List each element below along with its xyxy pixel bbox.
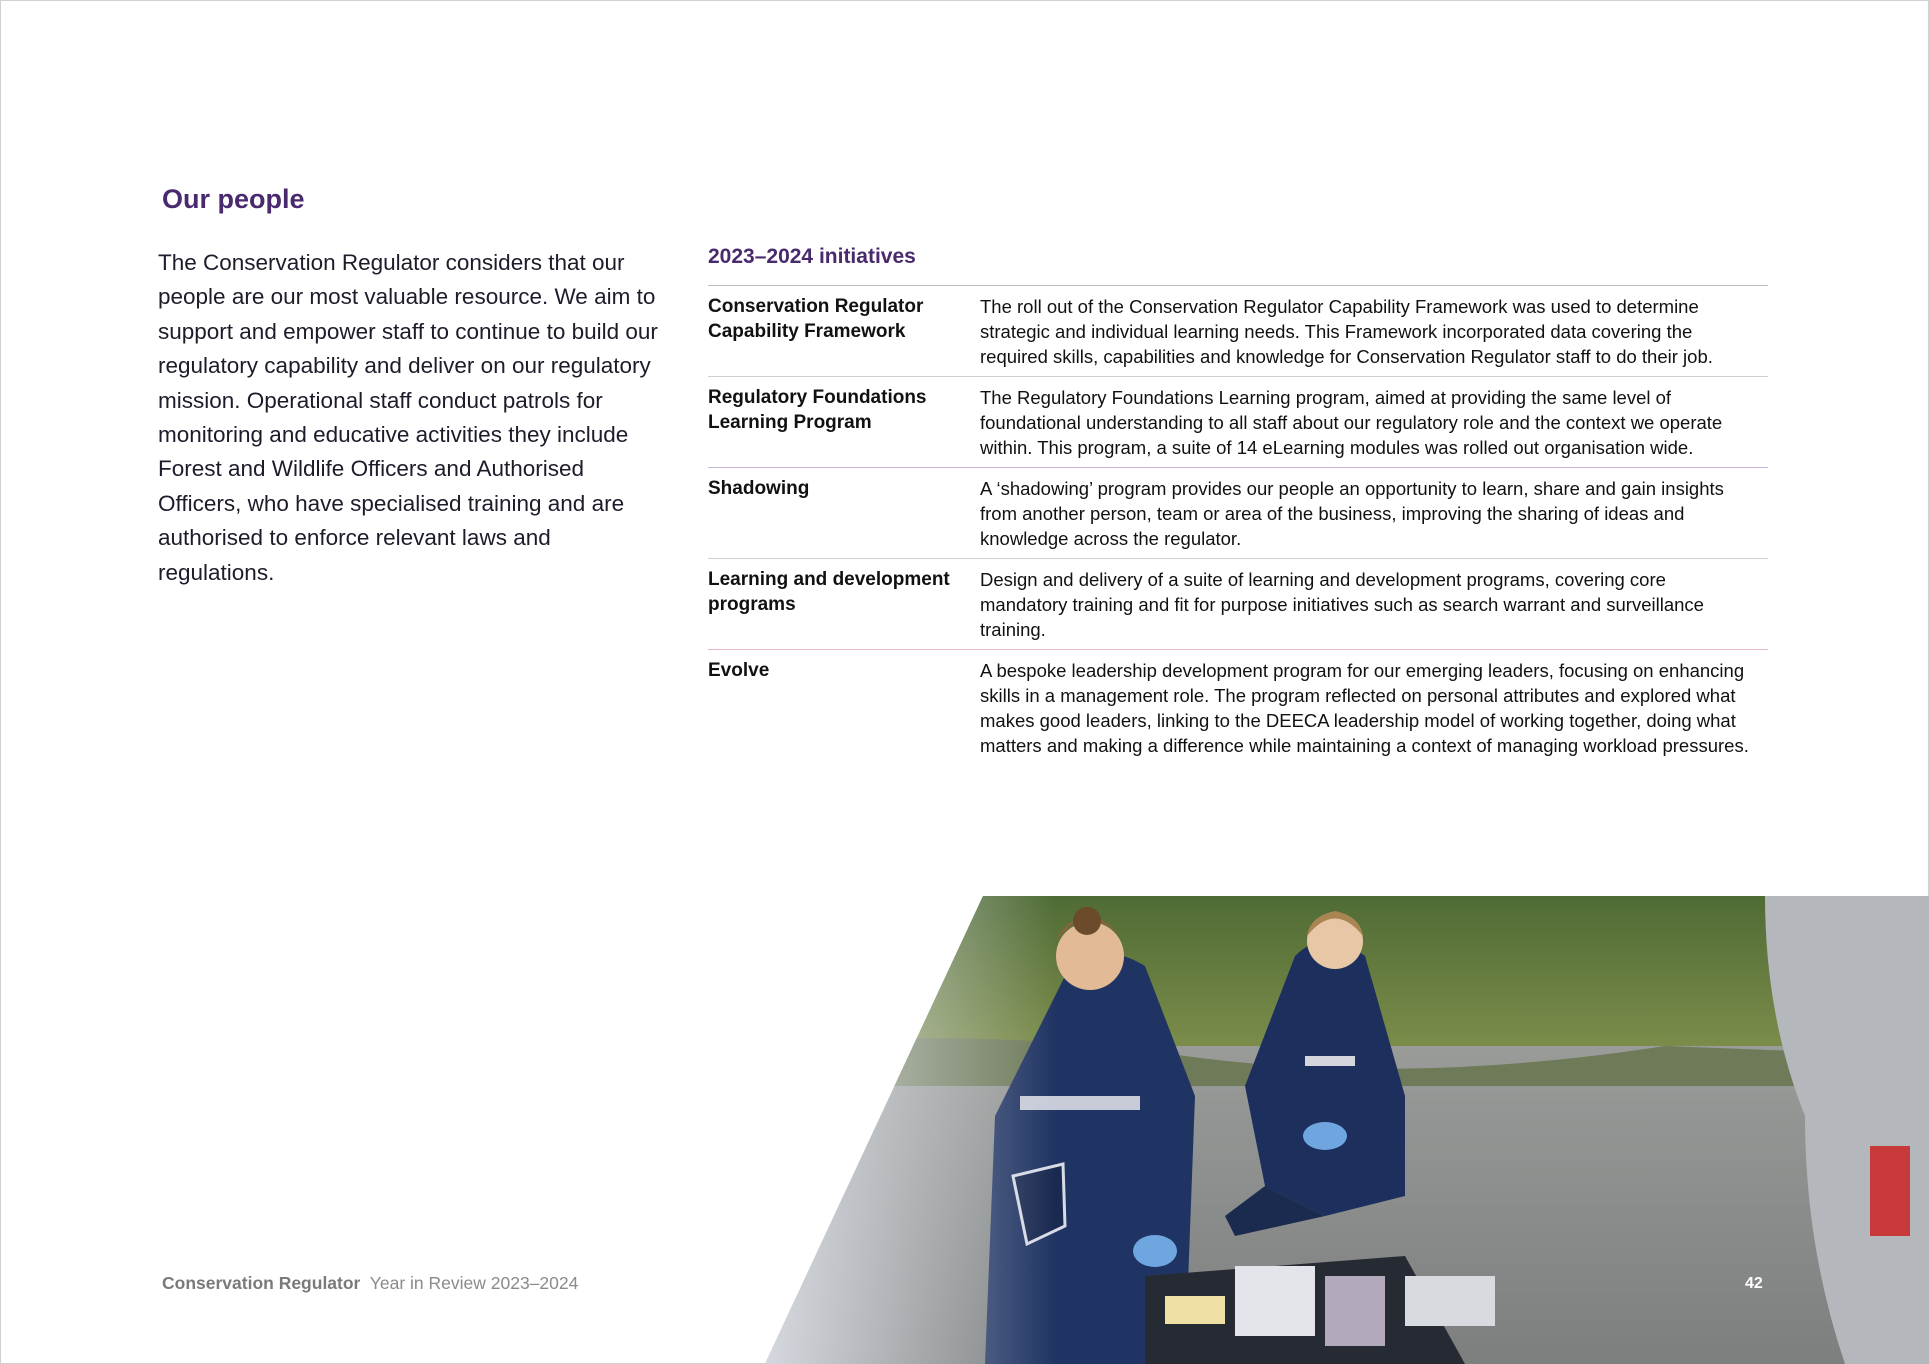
footer-publication: Year in Review 2023–2024 <box>369 1273 579 1293</box>
row-description: A ‘shadowing’ program provides our people an opportunity to learn, share and gain insights from another person, team or area of the business, improving the sharing of ideas and knowledge across the regulator. <box>980 478 1724 549</box>
row-label: Conservation Regulator Capability Framework <box>708 296 924 342</box>
initiatives-title: 2023–2024 initiatives <box>708 245 916 268</box>
row-description: The Regulatory Foundations Learning program, aimed at providing the same level of foundational understanding to all staff about our regulatory role and the context we operate within. This program, a suite of 14 eLearning modules was rolled out organisation wide. <box>980 387 1723 458</box>
table-row <box>708 286 1768 377</box>
row-label: Learning and development programs <box>708 569 950 615</box>
section-heading: Our people <box>162 184 305 214</box>
row-label: Evolve <box>708 660 770 681</box>
row-label: Shadowing <box>708 478 810 499</box>
row-description: The roll out of the Conservation Regulator Capability Framework was used to determine strategic and individual learning needs. This Framework incorporated data covering the required skills, capabilities and knowledge for Conservation Regulator staff to do their job. <box>980 296 1713 367</box>
row-label: Regulatory Foundations Learning Program <box>708 387 927 433</box>
page-number: 42 <box>1745 1275 1763 1292</box>
table-row <box>708 468 1768 559</box>
footer-org: Conservation Regulator <box>162 1273 361 1293</box>
footer <box>162 1273 578 1294</box>
row-description: A bespoke leadership development program for our emerging leaders, focusing on enhancing skills in a management role. The program reflected on personal attributes and explored what makes good leaders, linking to the DEECA leadership model of working together, doing what matters and making a difference while maintaining a context of managing workload pressures. <box>980 660 1749 756</box>
table-row <box>708 650 1768 765</box>
initiatives-table <box>708 285 1768 765</box>
intro-paragraph: The Conservation Regulator considers that our people are our most valuable resource. We aim to support and empower staff to continue to build our regulatory capability and deliver on our regulatory mission. Operational staff conduct patrols for monitoring and educative activities they include Forest and Wildlife Officers and Authorised Officers, who have specialised training and are authorised to enforce relevant laws and regulations. <box>158 250 658 585</box>
row-description: Design and delivery of a suite of learning and development programs, covering core mandatory training and fit for purpose initiatives such as search warrant and surveillance training. <box>980 569 1704 640</box>
table-row <box>708 559 1768 650</box>
table-row <box>708 377 1768 468</box>
